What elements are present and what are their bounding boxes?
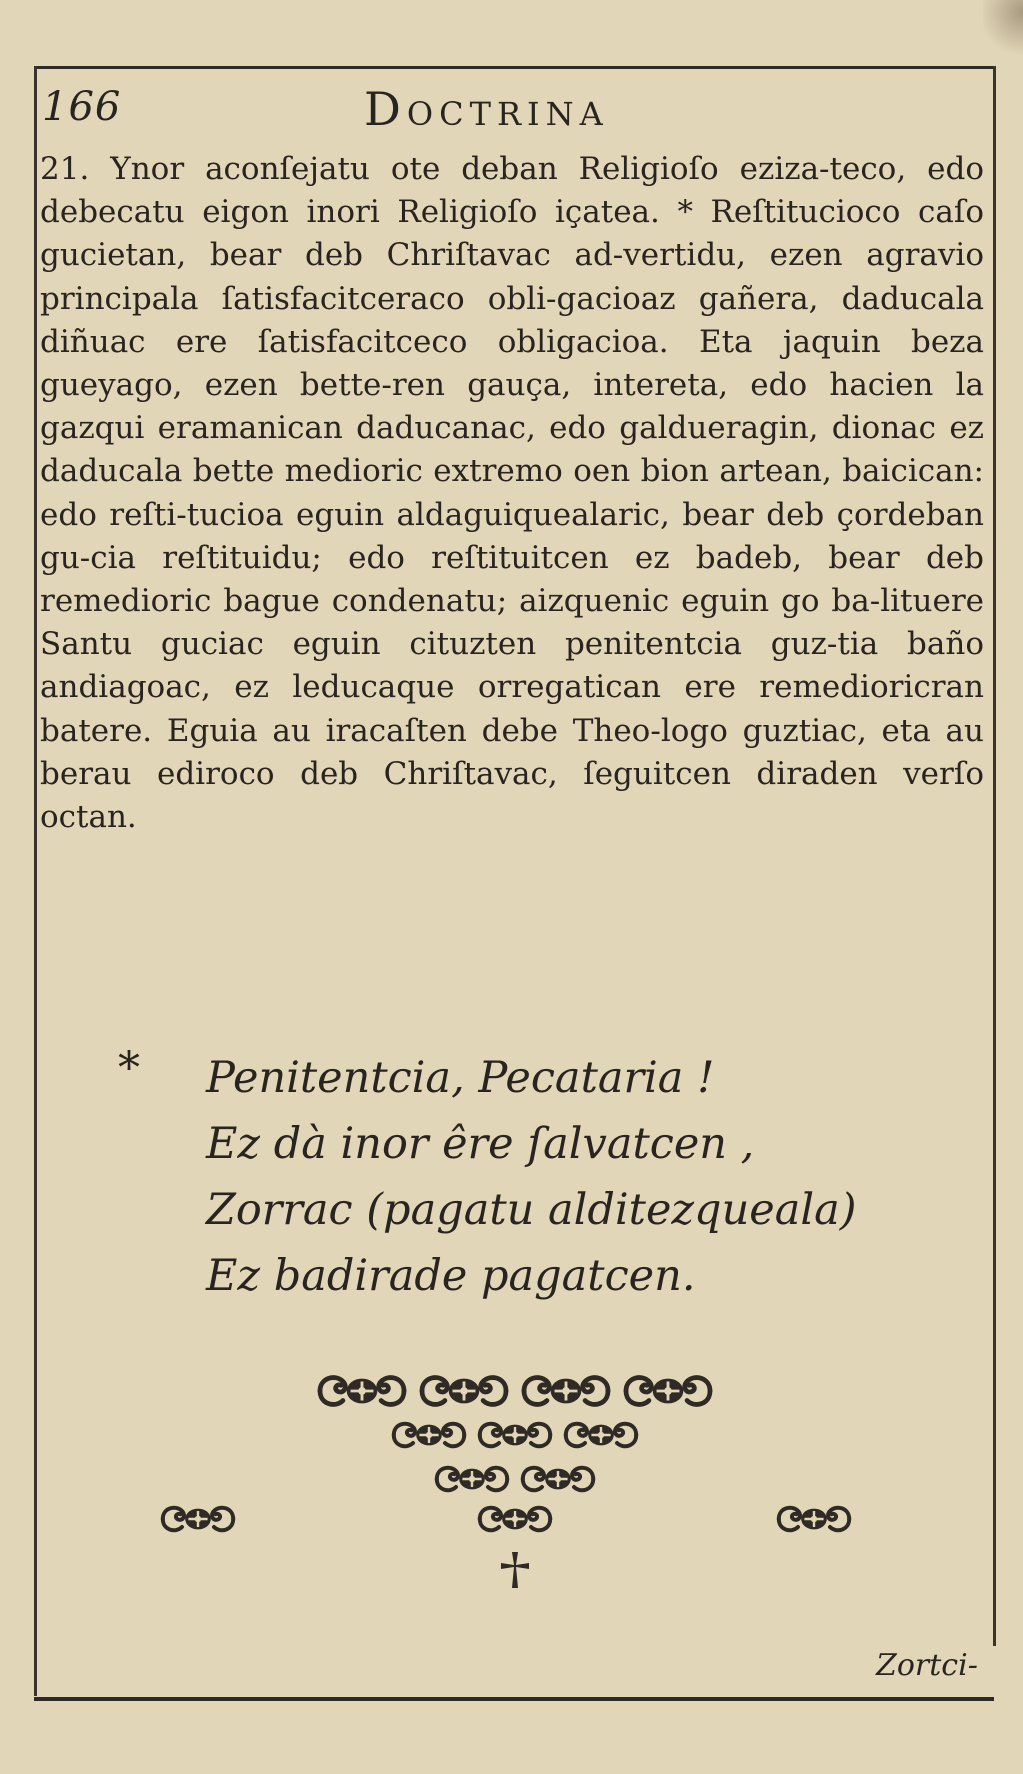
page-header	[34, 80, 996, 140]
ornament-row-3	[34, 1460, 996, 1498]
verse-line-2: Ez dà inor êre ſalvatcen ,	[206, 1119, 755, 1169]
fleuron-icon	[620, 1370, 716, 1412]
fleuron-icon	[432, 1460, 512, 1498]
verse-block	[118, 1045, 978, 1309]
fleuron-icon	[518, 1370, 614, 1412]
fleuron-icon-left	[158, 1500, 238, 1538]
top-rule	[34, 66, 994, 69]
catchword: Zortci-	[876, 1648, 978, 1683]
fleuron-icon-center	[475, 1500, 555, 1538]
verse-line-3: Zorrac (pagatu alditezqueala)	[206, 1185, 857, 1235]
floral-fleuron-ornament	[34, 1370, 996, 1640]
fleuron-icon	[561, 1416, 641, 1454]
verse-line-4: Ez badirade pagatcen.	[206, 1251, 696, 1301]
page-number: 166	[42, 84, 122, 130]
page-edge-stain	[983, 0, 1023, 60]
ornament-row-2	[34, 1416, 996, 1454]
fleuron-icon	[416, 1370, 512, 1412]
ornament-row-1	[34, 1370, 996, 1412]
fleuron-icon	[475, 1416, 555, 1454]
body-paragraph: 21. Ynor aconſejatu ote deban Religioſo eziza-teco, edo debecatu eigon inori Religioſo içatea. * Reſtitucioco caſo gucietan, bear deb Chriſtavac ad-vertidu, ezen agravio principala ſatisfacitceraco obli-gacioaz gañera, daducala diñuac ere ſatisfacitceco obligacioa. Eta jaquin beza gueyago, ezen bette-ren gauça, intereta, edo hacien la gazqui eramanican daducanac, edo galdueragin, dionac ez daducala bette medioric extremo oen bion artean, baicican: edo reſti-tucioa eguin aldaguiquealaric, bear deb çordeban gu-cia reſtituidu; edo reſtituitcen ez badeb, bear deb remedioric bague condenatu; aizquenic eguin go ba-lituere Santu guciac eguin cituzten penitentcia guz-tia baño andiagoac, ez leducaque orregatican ere remedioricran batere. Eguia au iracaſten debe Theo-logo guztiac, eta au berau ediroco deb Chriſtavac, ſeguitcen diraden verſo octan.	[40, 151, 984, 836]
bottom-rule	[34, 1697, 994, 1701]
verse-line-1: Penitentcia, Pecataria !	[206, 1053, 715, 1103]
running-title: Doctrina	[364, 82, 609, 136]
fleuron-icon-right	[774, 1500, 854, 1538]
fleuron-icon	[518, 1460, 598, 1498]
cross-pattee-icon	[495, 1550, 535, 1590]
fleuron-icon	[389, 1416, 469, 1454]
asterisk-marker: *	[118, 1043, 140, 1094]
fleuron-icon	[314, 1370, 410, 1412]
